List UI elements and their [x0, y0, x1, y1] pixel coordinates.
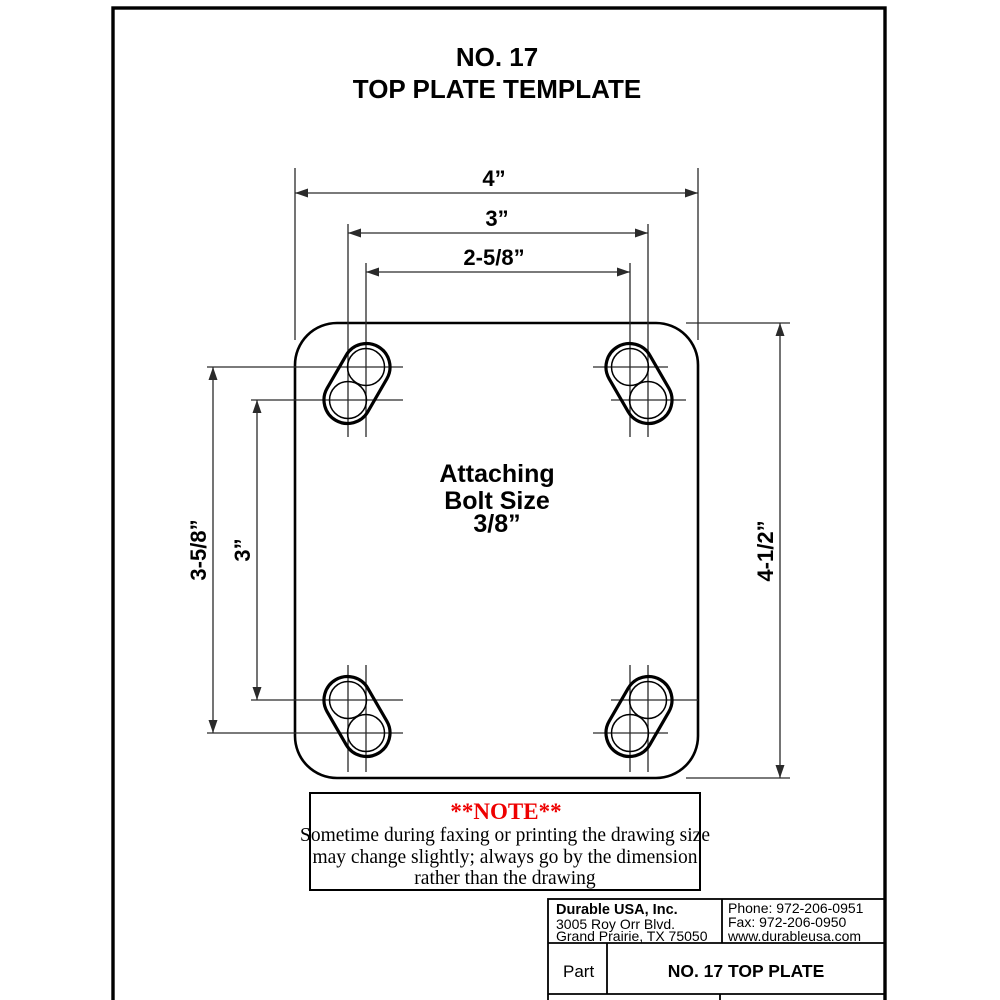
company-phone: Phone: 972-206-0951: [728, 900, 864, 916]
dim-label-258in: 2-5/8”: [463, 245, 525, 270]
note-line2: may change slightly; always go by the dimension: [312, 847, 698, 868]
arrow-4in-left: [295, 189, 308, 198]
arrow-358in-top: [209, 367, 218, 380]
dim-label-412in: 4-1/2”: [753, 520, 778, 582]
arrow-358in-bottom: [209, 720, 218, 733]
company-address1: 3005 Roy Orr Blvd.: [556, 916, 676, 932]
drawing-title-line2: TOP PLATE TEMPLATE: [352, 74, 642, 104]
note-line3: rather than the drawing: [414, 868, 596, 889]
note-heading: **NOTE**: [450, 799, 562, 824]
arrow-3inleft-bottom: [253, 687, 262, 700]
part-label: Part: [563, 962, 595, 981]
dim-label-4in: 4”: [482, 166, 506, 191]
note-line1: Sometime during faxing or printing the drawing size: [300, 825, 710, 846]
arrow-4in-right: [685, 189, 698, 198]
title-block: [548, 899, 885, 1000]
drawing-title-line1: NO. 17: [455, 42, 539, 72]
arrow-258in-left: [366, 268, 379, 277]
dim-label-3in-top: 3”: [485, 206, 509, 231]
arrow-412in-top: [776, 323, 785, 336]
arrow-3inleft-top: [253, 400, 262, 413]
arrow-3in-left: [348, 229, 361, 238]
arrow-258in-right: [617, 268, 630, 277]
arrow-3in-right: [635, 229, 648, 238]
company-fax: Fax: 972-206-0950: [728, 914, 847, 930]
plate-outline: [295, 323, 698, 778]
dim-label-358in: 3-5/8”: [186, 519, 211, 581]
company-name: Durable USA, Inc.: [556, 902, 678, 918]
company-website: www.durableusa.com: [728, 928, 862, 944]
arrow-412in-bottom: [776, 765, 785, 778]
plate-label-line3: 3/8”: [473, 510, 521, 538]
plate-label-line1: Attaching: [439, 460, 555, 488]
plate-label-line2: Bolt Size: [444, 487, 550, 515]
part-value: NO. 17 TOP PLATE: [667, 961, 825, 981]
company-address2: Grand Prairie, TX 75050: [556, 928, 708, 944]
dim-label-3in-left: 3”: [230, 538, 255, 562]
